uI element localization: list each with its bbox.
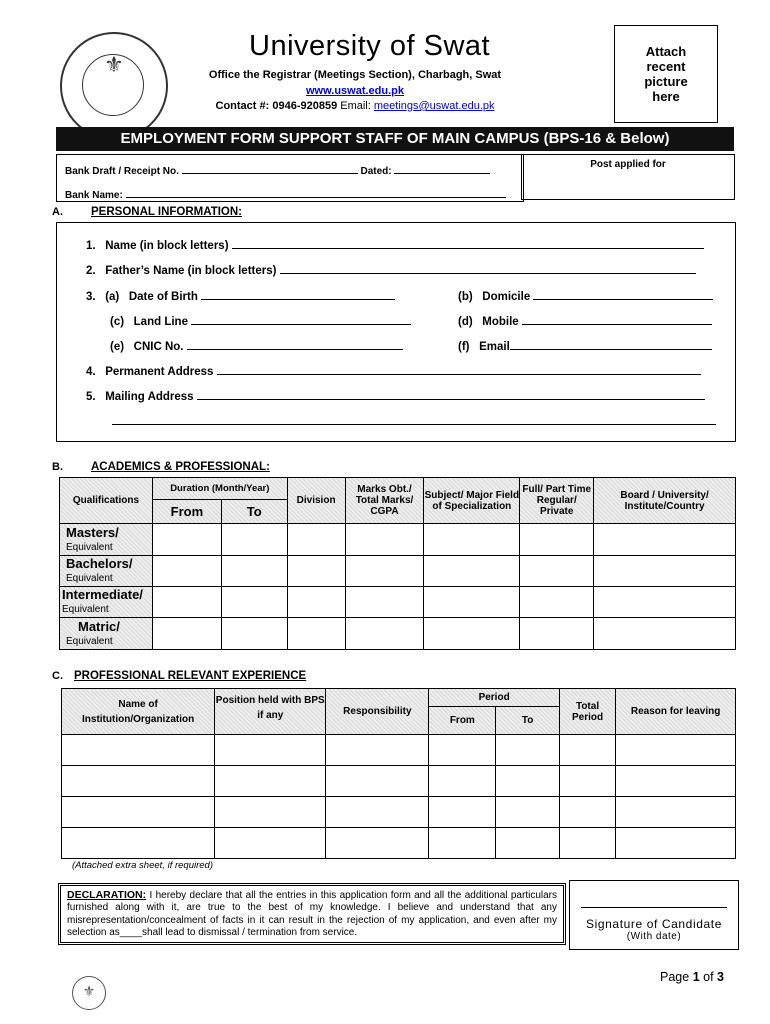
father-name-field[interactable]: 2. Father’s Name (in block letters) xyxy=(86,263,696,277)
header-board: Board / University/ Institute/Country xyxy=(594,478,736,524)
header-subject: Subject/ Major Field of Specialization xyxy=(424,478,520,524)
cnic-field[interactable]: (e) CNIC No. xyxy=(110,339,403,353)
personal-info-box xyxy=(56,222,736,442)
section-c-title: PROFESSIONAL RELEVANT EXPERIENCE xyxy=(74,670,307,682)
declaration-label: DECLARATION: xyxy=(67,889,147,901)
post-applied-box[interactable] xyxy=(521,154,735,200)
header-position: Position held with BPS if any xyxy=(215,689,326,735)
table-row xyxy=(62,735,736,766)
experience-table xyxy=(61,688,736,859)
signature-label: Signature of Candidate xyxy=(586,917,722,931)
table-row xyxy=(60,587,736,618)
declaration-box xyxy=(58,883,566,945)
website-link[interactable]: www.uswat.edu.pk xyxy=(306,85,404,97)
table-row xyxy=(62,828,736,859)
footer-logo xyxy=(72,976,106,1010)
name-field[interactable]: 1. Name (in block letters) xyxy=(86,238,704,252)
header-total-period: Total Period xyxy=(559,689,615,735)
crest-icon: ⚜ xyxy=(82,983,96,999)
permanent-address-field[interactable]: 4. Permanent Address xyxy=(86,364,701,378)
landline-field[interactable]: (c) Land Line xyxy=(110,314,411,328)
section-c-letter: C. xyxy=(52,670,63,682)
section-a-title: PERSONAL INFORMATION: xyxy=(91,206,242,218)
signature-date-note: (With date) xyxy=(626,931,682,942)
mailing-address-line-2[interactable] xyxy=(112,424,716,425)
post-applied-label: Post applied for xyxy=(590,159,666,170)
section-b-letter: B. xyxy=(52,461,63,473)
page-number: Page 1 of 3 xyxy=(660,970,724,984)
header-division: Division xyxy=(287,478,345,524)
crest-icon: ⚜ xyxy=(104,52,124,77)
section-a-letter: A. xyxy=(52,206,63,218)
bank-info-box xyxy=(56,154,524,202)
qualification-bachelors: Bachelors/ Equivalent xyxy=(60,556,153,587)
header-institution: Name of Institution/Organization xyxy=(62,689,215,735)
website-line xyxy=(150,85,560,97)
contact-line: Contact #: 0946-920859 Email: meetings@uswat.edu.pk xyxy=(215,100,495,112)
header-full-part: Full/ Part Time Regular/ Private xyxy=(520,478,594,524)
signature-box[interactable] xyxy=(569,880,739,950)
header-duration: Duration (Month/Year) xyxy=(152,478,287,500)
table-row xyxy=(60,618,736,650)
section-b-title: ACADEMICS & PROFESSIONAL: xyxy=(91,461,270,473)
photo-box[interactable] xyxy=(614,25,718,123)
dob-field[interactable]: 3. (a) Date of Birth xyxy=(86,289,395,303)
photo-text: Attach recent picture here xyxy=(644,44,688,104)
qualification-masters: Masters/ Equivalent xyxy=(60,524,153,556)
email-link[interactable]: meetings@uswat.edu.pk xyxy=(373,100,495,112)
table-row xyxy=(60,524,736,556)
qualification-intermediate: Intermediate/ Equivalent xyxy=(60,587,153,618)
header-period-from: From xyxy=(429,707,496,735)
qualification-matric: Matric/ Equivalent xyxy=(60,618,153,650)
table-row xyxy=(62,797,736,828)
table-row xyxy=(60,556,736,587)
extra-sheet-note: (Attached extra sheet, if required) xyxy=(72,860,213,871)
header-marks: Marks Obt./ Total Marks/ CGPA xyxy=(345,478,424,524)
header-qualifications: Qualifications xyxy=(60,478,153,524)
header-to: To xyxy=(221,500,287,524)
email-field[interactable]: (f) Email xyxy=(458,339,712,353)
header-period-to: To xyxy=(496,707,560,735)
mailing-address-field[interactable]: 5. Mailing Address xyxy=(86,389,705,403)
mobile-field[interactable]: (d) Mobile xyxy=(458,314,712,328)
table-row xyxy=(62,766,736,797)
header-from: From xyxy=(152,500,221,524)
form-banner: EMPLOYMENT FORM SUPPORT STAFF OF MAIN CAMPUS (BPS-16 & Below) xyxy=(56,127,734,151)
university-title: University of Swat xyxy=(249,30,491,62)
bank-name-row[interactable]: Bank Name: xyxy=(65,187,506,201)
academics-table xyxy=(59,477,736,650)
declaration-text: I hereby declare that all the entries in this application form and all the additional particulars furnished along with it, are true to the best of my knowledge. I believe and understand that any misrepresentation/concealment of facts in it can result in the rejection of my application, and even after my selection as____shall lead to dismissal / termination from service. xyxy=(67,890,557,938)
header-reason: Reason for leaving xyxy=(616,689,736,735)
domicile-field[interactable]: (b) Domicile xyxy=(458,289,713,303)
header-period: Period xyxy=(429,689,560,707)
office-line: Office the Registrar (Meetings Section), Charbagh, Swat xyxy=(208,69,502,81)
bank-draft-row[interactable]: Bank Draft / Receipt No. Dated: xyxy=(65,163,490,177)
header-responsibility: Responsibility xyxy=(326,689,429,735)
